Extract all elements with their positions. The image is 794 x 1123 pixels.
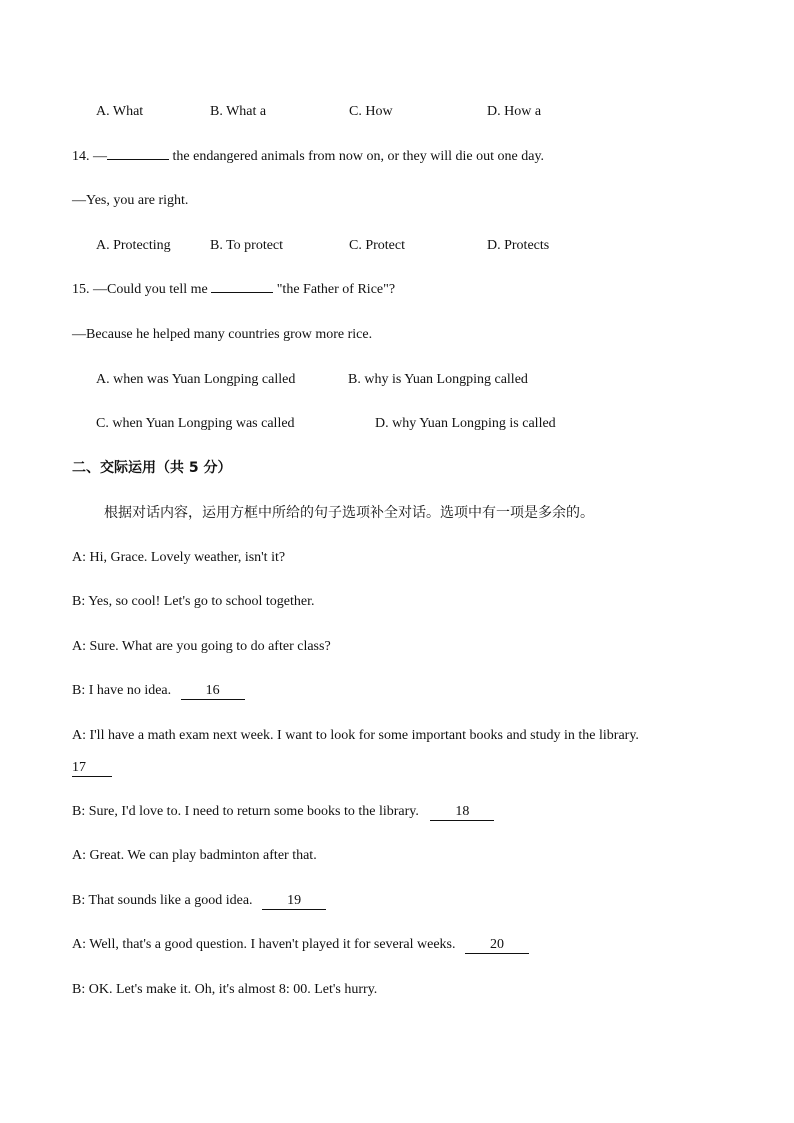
q14-dash: —	[93, 149, 107, 164]
blank-20: 20	[465, 937, 529, 954]
dialogue-line-3: A: Sure. What are you going to do after class?	[72, 639, 331, 654]
dialogue-line-10: B: OK. Let's make it. Oh, it's almost 8: 00. Let's hurry.	[72, 982, 378, 997]
dialogue-line-6	[72, 803, 494, 821]
q15-stem-before: —Could you tell me	[93, 282, 208, 297]
q15-option-b: B. why is Yuan Longping called	[348, 372, 528, 387]
dialogue-line-9	[72, 936, 529, 954]
dialogue-line-5: A: I'll have a math exam next week. I want to look for some important books and study in the library.	[72, 728, 639, 743]
q14-option-d: D. Protects	[487, 238, 550, 253]
section-heading: 二、交际运用（共 5 分）	[72, 460, 232, 476]
q15-blank	[211, 292, 273, 293]
q14-stem	[72, 148, 544, 166]
dialogue-line-6-text: B: Sure, I'd love to. I need to return some books to the library.	[72, 804, 419, 819]
dialogue-line-8	[72, 892, 326, 910]
dialogue-line-8-text: B: That sounds like a good idea.	[72, 893, 253, 908]
q15-number: 15.	[72, 282, 90, 297]
q14-option-a: A. Protecting	[96, 238, 171, 253]
blank-18: 18	[430, 804, 494, 821]
q14-number: 14.	[72, 149, 90, 164]
dialogue-line-9-text: A: Well, that's a good question. I haven't played it for several weeks.	[72, 937, 456, 952]
blank-17: 17	[72, 760, 112, 777]
dialogue-line-5b	[72, 759, 112, 777]
q15-stem	[72, 281, 395, 299]
q15-option-c: C. when Yuan Longping was called	[96, 416, 295, 431]
q14-option-b: B. To protect	[210, 238, 284, 253]
blank-16: 16	[181, 683, 245, 700]
q15-option-d: D. why Yuan Longping is called	[375, 416, 556, 431]
q13-option-a: A. What	[96, 104, 144, 119]
q13-option-d: D. How a	[487, 104, 542, 119]
q13-option-b: B. What a	[210, 104, 267, 119]
q14-stem-text: the endangered animals from now on, or they will die out one day.	[172, 149, 545, 164]
q14-reply: —Yes, you are right.	[72, 193, 189, 208]
dialogue-line-4-text: B: I have no idea.	[72, 683, 172, 698]
dialogue-line-4	[72, 682, 245, 700]
q15-option-a: A. when was Yuan Longping called	[96, 372, 296, 387]
dialogue-line-7: A: Great. We can play badminton after that.	[72, 848, 317, 863]
q14-option-c: C. Protect	[349, 238, 405, 253]
q15-stem-after: "the Father of Rice"?	[276, 282, 396, 297]
q15-reply: —Because he helped many countries grow more rice.	[72, 327, 373, 342]
dialogue-line-1: A: Hi, Grace. Lovely weather, isn't it?	[72, 550, 286, 565]
dialogue-line-2: B: Yes, so cool! Let's go to school together.	[72, 594, 315, 609]
q13-option-c: C. How	[349, 104, 393, 119]
q14-blank	[107, 159, 169, 160]
section-instruction: 根据对话内容，运用方框中所给的句子选项补全对话。选项中有一项是多余的。	[104, 505, 594, 521]
blank-19: 19	[262, 893, 326, 910]
